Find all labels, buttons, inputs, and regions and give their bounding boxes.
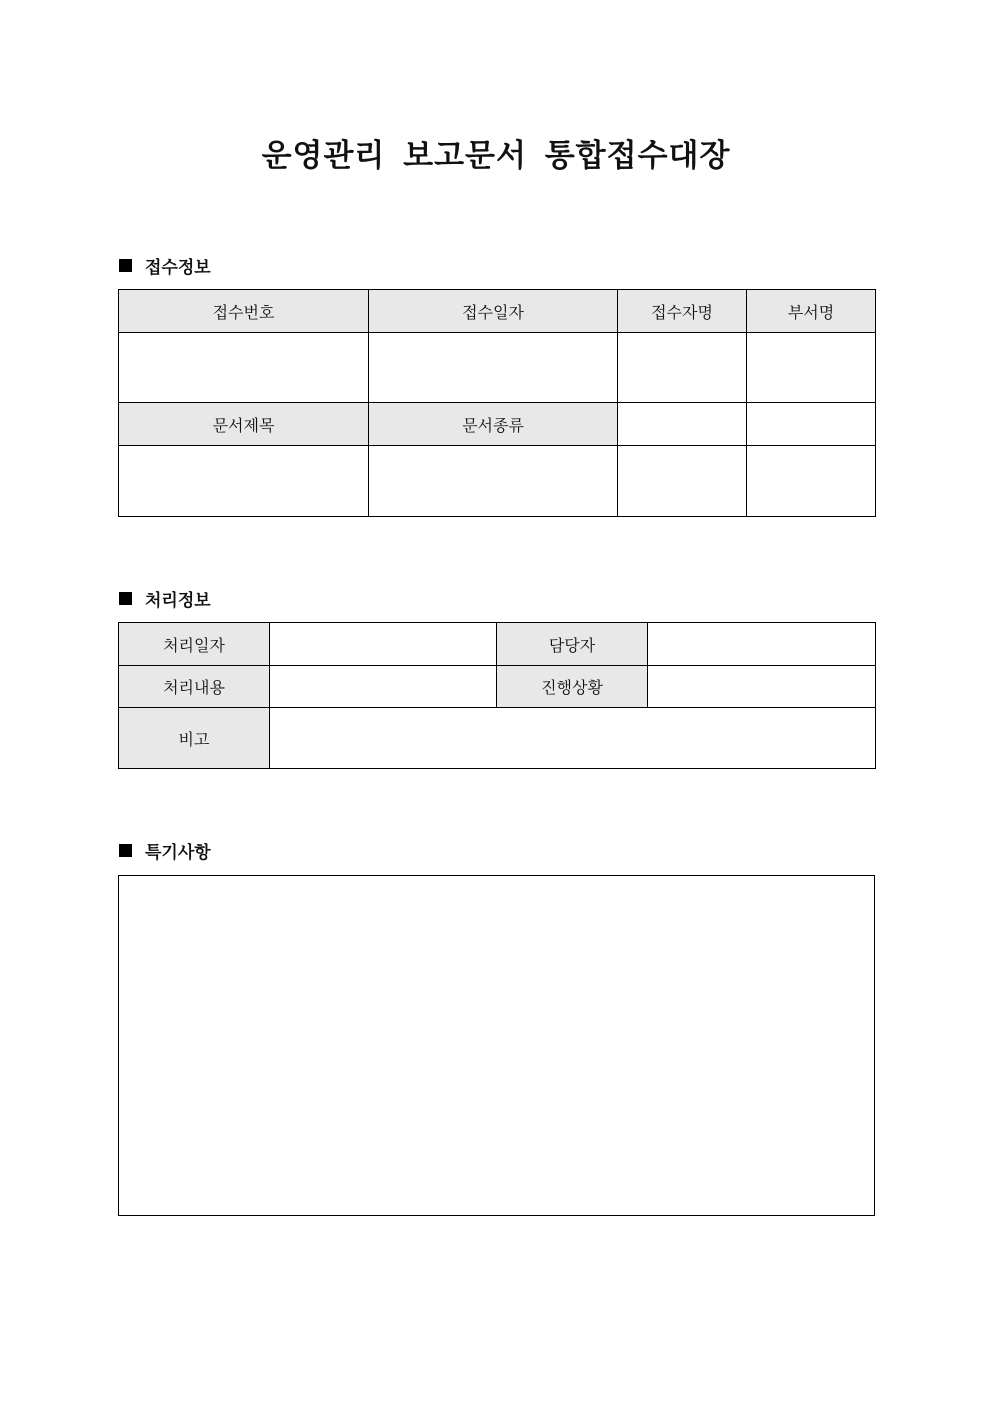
- document-header-row: [119, 403, 876, 446]
- square-bullet-icon: [119, 592, 132, 605]
- page-title: 운영관리 보고문서 통합접수대장: [261, 138, 731, 174]
- processing-row-1: [119, 623, 876, 666]
- processing-content-label: 처리내용: [119, 666, 270, 708]
- special-notes-box[interactable]: [118, 875, 875, 1216]
- receipt-value-row: [119, 333, 876, 403]
- processing-date-cell[interactable]: [270, 623, 497, 666]
- department-header: 부서명: [747, 290, 876, 333]
- empty-value-cell-1[interactable]: [618, 446, 747, 517]
- receipt-section-heading: [119, 253, 211, 277]
- manager-label: 담당자: [497, 623, 648, 666]
- receipt-table: [118, 289, 876, 517]
- receipt-date-header: 접수일자: [369, 290, 618, 333]
- processing-table: [118, 622, 876, 769]
- receiver-name-header: 접수자명: [618, 290, 747, 333]
- document-value-row: [119, 446, 876, 517]
- progress-status-cell[interactable]: [648, 666, 876, 708]
- square-bullet-icon: [119, 259, 132, 272]
- progress-status-label: 진행상황: [497, 666, 648, 708]
- document-type-header: 문서종류: [369, 403, 618, 446]
- receipt-section-title: 접수정보: [145, 257, 211, 278]
- receiver-name-cell[interactable]: [618, 333, 747, 403]
- receipt-date-cell[interactable]: [369, 333, 618, 403]
- notes-section-title: 특기사항: [145, 842, 211, 863]
- receipt-header-row: [119, 290, 876, 333]
- receipt-number-cell[interactable]: [119, 333, 369, 403]
- empty-value-cell-2[interactable]: [747, 446, 876, 517]
- empty-header-cell-2: [747, 403, 876, 446]
- processing-row-3: [119, 708, 876, 769]
- square-bullet-icon: [119, 844, 132, 857]
- document-type-cell[interactable]: [369, 446, 618, 517]
- manager-cell[interactable]: [648, 623, 876, 666]
- remarks-label: 비고: [119, 708, 270, 769]
- notes-section-heading: [119, 838, 211, 862]
- processing-row-2: [119, 666, 876, 708]
- department-cell[interactable]: [747, 333, 876, 403]
- empty-header-cell-1: [618, 403, 747, 446]
- processing-section-title: 처리정보: [145, 590, 211, 611]
- document-title-cell[interactable]: [119, 446, 369, 517]
- processing-date-label: 처리일자: [119, 623, 270, 666]
- processing-section-heading: [119, 586, 211, 610]
- document-title-header: 문서제목: [119, 403, 369, 446]
- processing-content-cell[interactable]: [270, 666, 497, 708]
- remarks-cell[interactable]: [270, 708, 876, 769]
- receipt-number-header: 접수번호: [119, 290, 369, 333]
